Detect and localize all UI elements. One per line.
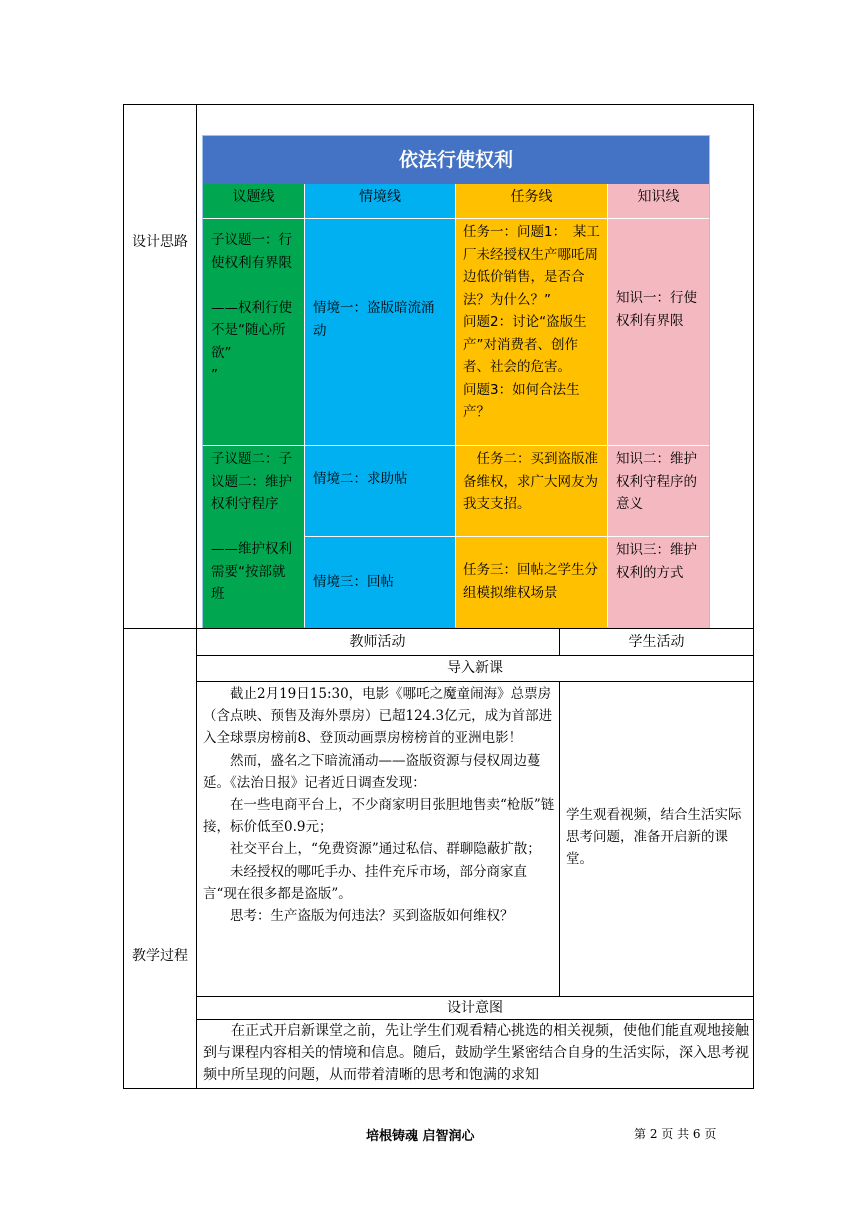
- task-cell-3: 任务三：回帖之学生分组模拟维权场景: [456, 537, 607, 628]
- col-line-body: [559, 681, 560, 997]
- paragraph: 然而，盛名之下暗流涌动——盗版资源与侵权周边蔓延。《法治日报》记者近日调查发现：: [203, 752, 541, 791]
- design-intent-header: 设计意图: [447, 1000, 503, 1016]
- student-activity-text: 学生观看视频，结合生活实际思考问题，准备开启新的课堂。: [566, 807, 742, 867]
- task-cell-1: 任务一：问题1： 某工厂未经授权生产哪吒周边低价销售，是否合法？为什么？” 问题2：讨论“盗版生产”对消费者、创作者、社会的危害。 问题3：如何合法生产？: [456, 219, 607, 445]
- table-border-bottom: [123, 1088, 754, 1089]
- intro-header: 导入新课: [447, 660, 503, 676]
- header-knowledge-line: 知识线: [608, 184, 709, 218]
- task-cell-2: 任务二：买到盗版准备维权，求广大网友为我支支招。: [456, 446, 607, 536]
- paragraph: 截止2月19日15:30，电影《哪吒之魔童闹海》总票房（含点映、预售及海外票房）已超124.3亿元，成为首部进入全球票房榜前8、登顶动画票房榜榜首的亚洲电影！: [203, 686, 553, 747]
- knowledge-cell-2: 知识二：维护权利守程序的意义: [608, 446, 709, 536]
- knowledge-cell-1: 知识一：行使权利有界限: [608, 219, 709, 445]
- table-border-top: [123, 104, 754, 105]
- header-task-line: 任务线: [456, 184, 607, 218]
- scene-cell-3: 情境三：回帖: [305, 537, 455, 628]
- table-row-divider: [123, 628, 754, 629]
- table-label-divider: [196, 104, 197, 1089]
- teacher-activity-header: 教师活动: [349, 634, 406, 650]
- footer-page-number: 第 2 页 共 6 页: [634, 1127, 717, 1141]
- teacher-activity-text: [203, 683, 555, 927]
- row-line-intro: [196, 681, 754, 682]
- student-activity-header: 学生活动: [628, 634, 685, 650]
- paragraph: 未经授权的哪吒手办、挂件充斥市场，部分商家直言“现在很多都是盗版”。: [203, 863, 527, 902]
- design-intent-text: 在正式开启新课堂之前，先让学生们观看精心挑选的相关视频，使他们能直观地接触到与课程内容相关的情境和信息。随后，鼓励学生紧密结合自身的生活实际，深入思考视频中所呈现的问题，从而带着清晰的思考和饱满的求知: [203, 1023, 749, 1083]
- header-topic-line: 议题线: [203, 184, 304, 218]
- paragraph: 社交平台上，“免费资源”通过私信、群聊隐蔽扩散；: [230, 841, 541, 858]
- paragraph: 思考：生产盗版为何违法？买到盗版如何维权？: [230, 908, 514, 925]
- design-section-label: 设计思路: [132, 234, 188, 250]
- table-border-left: [123, 104, 124, 1089]
- process-section-label: 教学过程: [132, 948, 188, 964]
- paragraph: 在一些电商平台上，不少商家明目张胆地售卖“枪版”链接，标价低至0.9元；: [203, 797, 555, 836]
- knowledge-cell-3: 知识三：维护权利的方式: [608, 537, 709, 628]
- footer-motto: 培根铸魂 启智润心: [366, 1129, 475, 1144]
- table-border-right: [753, 104, 754, 1089]
- framework-title: 依法行使权利: [203, 136, 709, 184]
- scene-cell-2: 情境二：求助帖: [305, 446, 455, 536]
- scene-cell-1: 情境一：盗版暗流涌动: [305, 219, 455, 445]
- topic-cell-2: 子议题二：子议题二：维护权利守程序 ——维护权利需要“按部就班: [203, 446, 304, 628]
- header-scene-line: 情境线: [305, 184, 455, 218]
- topic-cell-1: 子议题一：行使权利有界限 ——权利行使不是“随心所欲” ”: [203, 219, 304, 445]
